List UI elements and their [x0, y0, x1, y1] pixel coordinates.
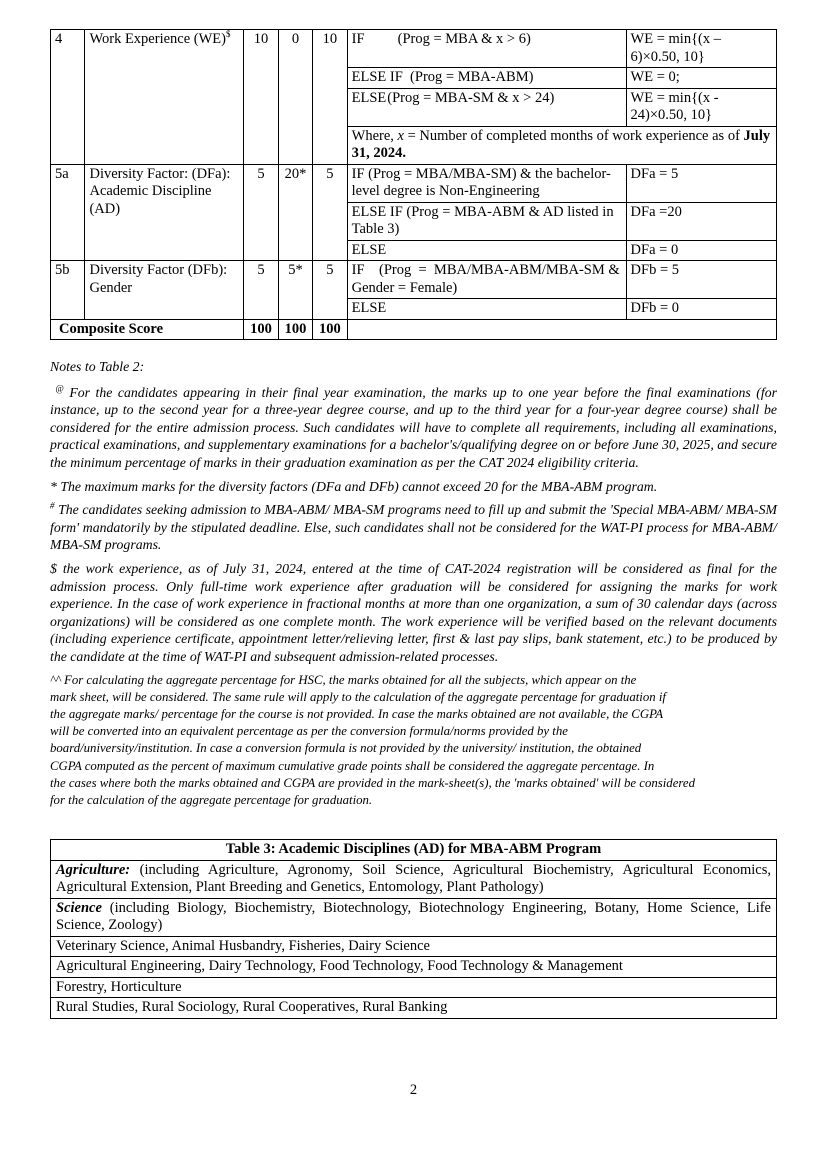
result-cell: DFb = 5: [626, 261, 776, 299]
table-row: [51, 860, 777, 898]
composite-mba-abm: 100: [278, 319, 312, 340]
result-cell: DFa =20: [626, 202, 776, 240]
note-diversity-max: * The maximum marks for the diversity factors (DFa and DFb) cannot exceed 20 for the MBA-ABM program.: [50, 478, 658, 494]
result-cell: DFb = 0: [626, 299, 776, 320]
discipline-agriculture: Agriculture: (including Agriculture, Agronomy, Soil Science, Agricultural Biochemistry, Agricultural Economics, Agricultural Extension, Plant Breeding and Genetics, Entomology, Plant Pathology): [51, 860, 777, 898]
criterion-number: 4: [51, 30, 85, 165]
composite-mba-sm: 100: [313, 319, 347, 340]
discipline-rural: Rural Studies, Rural Sociology, Rural Cooperatives, Rural Banking: [51, 998, 777, 1019]
note-work-experience: $ the work experience, as of July 31, 2024, entered at the time of CAT-2024 registration will be considered as final for the admission process. Only full-time work experience after graduation will be considered for assigning the marks for work experience. In the case of work experience in fractional months at more than one organization, a sum of 30 calendar days (across organizations) will be considered as one complete month. The work experience will be verified based on the relevant documents (including experience certificate, appointment letter/relieving letter, first & last pay slips, bank statement, etc.) to be produced by the candidate at the time of WAT-PI and subsequent admission-related processes.: [50, 560, 777, 664]
table-row: [51, 840, 777, 861]
work-experience-definition: Where, x = Number of completed months of work experience as of July 31, 2024.: [347, 126, 776, 164]
table-row: [51, 936, 777, 957]
marks-mba-sm: 5: [313, 261, 347, 320]
marks-mba: 10: [244, 30, 278, 165]
empty-cell: [347, 319, 776, 340]
document-page: [50, 29, 777, 1019]
marks-mba-sm: 10: [313, 30, 347, 165]
discipline-science: Science (including Biology, Biochemistry, Biotechnology, Biotechnology Engineering, Botany, Home Science, Life Science, Zoology): [51, 898, 777, 936]
result-cell: WE = min{(x - 24)×0.50, 10}: [626, 88, 776, 126]
table-row: [51, 30, 777, 68]
marks-mba-abm: 5*: [278, 261, 312, 320]
condition-cell: IF (Prog = MBA/MBA-ABM/MBA-SM & Gender = Female): [347, 261, 626, 299]
condition-cell: ELSE IF (Prog = MBA-ABM): [347, 68, 626, 89]
condition-cell: IF (Prog = MBA/MBA-SM) & the bachelor-level degree is Non-Engineering: [347, 164, 626, 202]
marks-mba: 5: [244, 261, 278, 320]
academic-disciplines-table: [50, 839, 777, 1019]
criterion-name: Diversity Factor (DFb): Gender: [85, 261, 244, 320]
discipline-veterinary: Veterinary Science, Animal Husbandry, Fisheries, Dairy Science: [51, 936, 777, 957]
condition-cell: ELSE: [347, 299, 626, 320]
table-row: [51, 998, 777, 1019]
marks-mba-sm: 5: [313, 164, 347, 261]
table-row: [51, 261, 777, 299]
discipline-forestry: Forestry, Horticulture: [51, 977, 777, 998]
table-row: [51, 164, 777, 202]
table-row: [51, 977, 777, 998]
criterion-name: Work Experience (WE)$: [85, 30, 244, 165]
discipline-agri-engineering: Agricultural Engineering, Dairy Technology, Food Technology, Food Technology & Management: [51, 957, 777, 978]
notes-heading: Notes to Table 2:: [50, 359, 145, 374]
note-aggregate-percentage: ^^ For calculating the aggregate percentage for HSC, the marks obtained for all the subjects, which appear on the mark sheet, will be considered. The same rule will apply to the calculation of the aggregate percentage for graduation if the aggregate marks/ percentage for the course is not provided. In case the marks obtained are not available, the CGPA will be converted into an equivalent percentage as per the conversion formula/norms provided by the board/university/institution. In case a conversion formula is not provided by the university/ institution, the obtained CGPA computed as the percent of maximum cumulative grade points shall be considered the aggregate percentage. In the cases where both the marks obtained and CGPA are provided in the mark-sheet(s), the 'marks obtained' will be considered for the calculation of the aggregate percentage for graduation.: [50, 672, 695, 807]
result-cell: DFa = 5: [626, 164, 776, 202]
page-number: 2: [409, 1082, 418, 1098]
table-notes: [50, 358, 777, 809]
criterion-name: Diversity Factor: (DFa): Academic Discipline (AD): [85, 164, 244, 261]
condition-cell: ELSE: [347, 240, 626, 261]
composite-score-label: Composite Score: [51, 319, 244, 340]
marks-mba-abm: 20*: [278, 164, 312, 261]
result-cell: WE = 0;: [626, 68, 776, 89]
table-row: [51, 898, 777, 936]
condition-cell: IF (Prog = MBA & x > 6): [347, 30, 626, 68]
marks-mba-abm: 0: [278, 30, 312, 165]
note-final-year: @ For the candidates appearing in their final year examination, the marks up to one year before the final examinations (for instance, up to the second year for a three-year degree course, and up to the third year for a four-year degree course) shall be considered for the entire admission process. Such candidates will have to complete all requirements, including all examinations, practical examinations, and supplementary examinations for a bachelor's/qualifying degree on or before June 30, 2025, and secure the minimum percentage of marks in their graduation examination as per the CAT 2024 eligibility criteria.: [50, 383, 778, 470]
selection-criteria-table: [50, 29, 777, 340]
marks-mba: 5: [244, 164, 278, 261]
table-row: [51, 957, 777, 978]
criterion-number: 5b: [51, 261, 85, 320]
result-cell: WE = min{(x – 6)×0.50, 10}: [626, 30, 776, 68]
composite-score-row: [51, 319, 777, 340]
condition-cell: ELSE (Prog = MBA-SM & x > 24): [347, 88, 626, 126]
criterion-number: 5a: [51, 164, 85, 261]
result-cell: DFa = 0: [626, 240, 776, 261]
table3-title: Table 3: Academic Disciplines (AD) for MBA-ABM Program: [51, 840, 777, 861]
composite-mba: 100: [244, 319, 278, 340]
condition-cell: ELSE IF (Prog = MBA-ABM & AD listed in Table 3): [347, 202, 626, 240]
note-special-form: # The candidates seeking admission to MBA-ABM/ MBA-SM programs need to fill up and submit the 'Special MBA-ABM/ MBA-SM form' mandatorily by the stipulated deadline. Else, such candidates shall not be considered for the WAT-PI process for MBA-ABM/ MBA-SM programs.: [50, 500, 777, 553]
